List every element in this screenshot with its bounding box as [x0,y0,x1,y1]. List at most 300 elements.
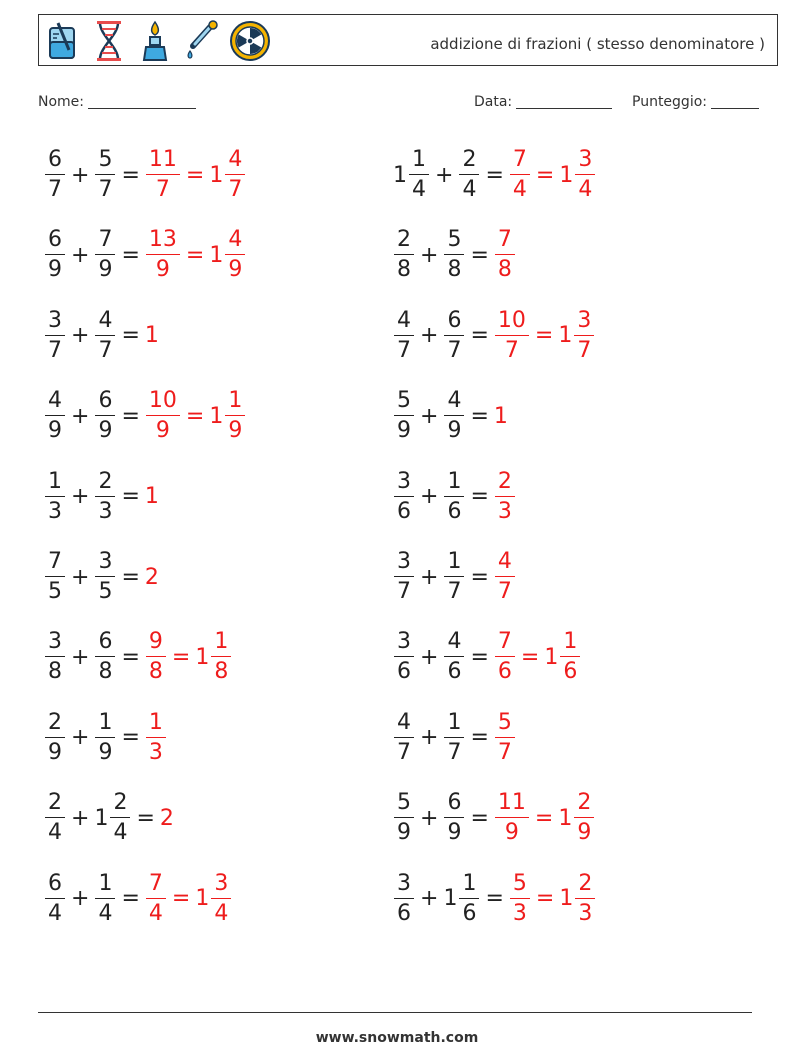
numerator: 5 [495,712,515,738]
answer-improper-fraction [145,149,181,201]
denominator: 8 [397,257,411,283]
answer-equals-sign: = [185,403,205,429]
fraction [225,229,245,281]
numerator: 4 [394,712,414,738]
numerator: 4 [495,551,515,577]
numerator: 1 [459,873,479,899]
answer [494,792,595,844]
numerator: 3 [394,873,414,899]
plus-sign: + [420,484,439,510]
addend-1 [44,709,66,765]
answer-improper-fraction [509,870,531,926]
name-blank[interactable] [88,94,196,109]
addend-1 [44,307,66,363]
denominator: 4 [113,820,128,846]
fraction [575,149,595,201]
numerator: 1 [95,712,115,738]
denominator: 7 [98,337,113,363]
denominator: 3 [497,498,512,524]
equals-sign: = [485,886,504,912]
fraction [45,390,65,442]
addend-2 [458,149,480,201]
fraction [495,307,529,363]
numerator: 10 [495,310,529,336]
whole-part: 1 [558,805,573,831]
answer [145,390,246,442]
addend-1 [44,468,66,524]
equals-sign: = [470,805,489,831]
numerator: 2 [95,471,115,497]
answer-whole: 1 [493,403,508,429]
plus-sign: + [71,644,90,670]
answer [494,709,516,765]
denominator: 7 [48,177,62,202]
equals-sign: = [136,805,155,831]
whole-part: 1 [544,644,559,670]
numerator: 3 [95,551,115,577]
whole-part: 1 [209,162,224,188]
fraction [95,390,115,442]
equals-sign: = [485,162,504,188]
denominator: 6 [397,498,411,524]
denominator: 6 [462,900,477,926]
equals-sign: = [470,323,489,349]
plus-sign: + [71,564,90,590]
denominator: 9 [397,418,411,444]
equals-sign: = [470,725,489,751]
addend-1 [393,307,415,363]
whole-part: 1 [559,162,574,188]
plus-sign: + [71,805,90,831]
denominator: 3 [578,900,593,926]
answer-mixed-number [544,631,581,683]
denominator: 9 [577,820,592,846]
problem-item [44,542,159,612]
equals-sign: = [470,484,489,510]
problem-item [44,381,246,451]
answer [494,551,516,603]
addend-1 [393,631,415,683]
fraction [45,149,65,201]
fraction [459,149,479,201]
fraction [394,792,414,844]
answer-improper-fraction [494,792,530,844]
denominator: 4 [412,177,426,202]
denominator: 8 [214,659,229,685]
denominator: 7 [48,337,62,363]
name-field [38,94,196,110]
answer [145,870,232,926]
answer [509,149,596,201]
numerator: 2 [575,873,595,899]
plus-sign: + [71,242,90,268]
denominator: 7 [397,579,411,604]
numerator: 3 [211,873,231,899]
answer-improper-fraction [145,229,181,281]
problem-item [44,462,159,532]
answer-mixed-number [558,792,595,844]
denominator: 9 [98,257,113,283]
problem-item [393,622,581,692]
numerator: 9 [146,631,166,657]
numerator: 2 [574,792,594,818]
whole-part: 1 [195,886,210,912]
equals-sign: = [470,644,489,670]
equals-sign: = [121,725,140,751]
addend-1 [393,468,415,524]
numerator: 3 [45,631,65,657]
addend-1 [393,229,415,281]
denominator: 7 [155,177,170,202]
date-blank[interactable] [516,94,612,109]
denominator: 6 [447,659,462,685]
addend-2 [443,631,465,683]
numerator: 1 [146,712,166,738]
numerator: 3 [394,471,414,497]
addend-2 [443,709,465,765]
denominator: 8 [48,659,62,685]
answer-equals-sign: = [185,162,205,188]
answer-improper-fraction [145,390,181,442]
fraction [45,792,65,844]
plus-sign: + [435,162,454,188]
answer-fraction [494,551,516,603]
denominator: 7 [497,739,512,765]
bunsen-burner-icon [137,20,173,62]
addend-2 [443,468,465,524]
fraction [495,468,515,524]
fraction [394,307,414,363]
problem-item [44,622,232,692]
addend-2 [443,390,465,442]
answer-fraction [494,229,516,281]
addend-1 [44,149,66,201]
answer-mixed-number [209,229,246,281]
plus-sign: + [420,564,439,590]
plus-sign: + [420,805,439,831]
answer [145,565,159,590]
fraction [459,870,479,926]
fraction [495,229,515,281]
numerator: 1 [560,631,580,657]
answer-fraction [494,468,516,524]
numerator: 6 [95,390,115,416]
fraction [495,709,515,765]
fraction [444,551,464,603]
name-label: Nome: [38,94,85,110]
denominator: 4 [578,177,593,202]
numerator: 4 [394,310,414,336]
numerator: 1 [409,149,429,175]
denominator: 8 [98,659,113,685]
denominator: 5 [98,579,113,604]
fraction [146,149,180,201]
denominator: 9 [447,418,462,444]
denominator: 9 [228,257,243,283]
numerator: 11 [495,792,529,818]
equals-sign: = [121,564,140,590]
answer [145,229,246,281]
denominator: 6 [447,498,462,524]
answer-equals-sign: = [534,323,554,349]
denominator: 7 [577,337,592,363]
denominator: 7 [504,337,519,363]
numerator: 7 [495,229,515,255]
numerator: 1 [211,631,231,657]
score-blank[interactable] [711,94,759,109]
equals-sign: = [121,323,140,349]
numerator: 7 [510,149,530,175]
denominator: 7 [497,579,512,604]
score-field [632,94,759,110]
footer-divider [38,1012,752,1013]
plus-sign: + [71,403,90,429]
numerator: 4 [95,310,115,336]
equals-sign: = [121,886,140,912]
denominator: 3 [48,498,62,524]
fraction [510,870,530,926]
fraction [95,149,115,201]
problem-item [393,864,596,934]
addend-2 [94,631,116,683]
addend-1 [44,229,66,281]
answer-whole: 2 [144,564,159,590]
denominator: 7 [447,337,462,363]
denominator: 3 [148,739,163,765]
answer [145,484,159,509]
fraction [444,792,464,844]
fraction [444,631,464,683]
answer-equals-sign: = [535,886,555,912]
equals-sign: = [121,403,140,429]
fraction [146,631,166,683]
answer [509,870,596,926]
plus-sign: + [420,644,439,670]
addend-2 [443,870,480,926]
denominator: 5 [48,579,62,604]
denominator: 8 [447,257,462,283]
plus-sign: + [71,162,90,188]
denominator: 9 [447,820,462,846]
answer [494,468,516,524]
whole-part: 1 [443,886,458,912]
answer-equals-sign: = [171,644,191,670]
fraction [560,631,580,683]
date-label: Data: [474,94,513,110]
fraction [146,870,166,926]
answer-improper-fraction [494,307,530,363]
denominator: 9 [48,418,62,444]
problem-item [44,703,167,773]
addend-1 [393,551,415,603]
answer [145,149,246,201]
numerator: 2 [495,471,515,497]
numerator: 1 [45,471,65,497]
denominator: 6 [563,659,578,685]
problem-item [393,783,595,853]
addend-1 [44,631,66,683]
header-icons [45,19,271,63]
addend-1 [393,709,415,765]
addend-2 [94,229,116,281]
addend-2 [94,149,116,201]
fraction [95,631,115,683]
answer-whole: 1 [144,484,159,510]
numerator: 7 [495,631,515,657]
plus-sign: + [71,323,90,349]
numerator: 2 [110,792,130,818]
numerator: 5 [394,792,414,818]
fraction [394,631,414,683]
denominator: 9 [155,257,170,283]
numerator: 6 [45,229,65,255]
fraction [394,468,414,524]
answer-whole: 2 [159,805,174,831]
denominator: 4 [462,177,477,202]
numerator: 7 [45,551,65,577]
fraction [95,709,115,765]
fraction [444,307,464,363]
denominator: 7 [228,177,243,202]
plus-sign: + [420,886,439,912]
addend-2 [94,551,116,603]
denominator: 7 [98,177,113,202]
problem-item [393,140,596,210]
answer-improper-fraction [509,149,531,201]
footer-website: www.snowmath.com [315,1030,479,1046]
numerator: 1 [95,873,115,899]
plus-sign: + [71,886,90,912]
whole-part: 1 [393,162,407,188]
addend-2 [443,229,465,281]
addend-2 [94,870,116,926]
plus-sign: + [71,725,90,751]
answer-mixed-number [559,870,596,926]
answer-mixed-number [195,631,232,683]
numerator: 1 [225,390,245,416]
fraction [110,792,130,844]
answer-mixed-number [209,149,246,201]
equals-sign: = [470,403,489,429]
fraction [146,709,166,765]
addend-1 [44,792,66,844]
whole-part: 1 [94,805,109,831]
denominator: 4 [214,900,229,926]
denominator: 8 [148,659,163,685]
answer-fraction [145,709,167,765]
addend-2 [443,551,465,603]
addend-2 [94,307,116,363]
fraction [574,307,594,363]
fraction [394,229,414,281]
equals-sign: = [121,162,140,188]
fraction [394,870,414,926]
addend-1 [393,870,415,926]
fraction [394,551,414,603]
numerator: 6 [45,873,65,899]
denominator: 6 [497,659,512,685]
fraction [45,307,65,363]
fraction [211,870,231,926]
addend-1 [44,390,66,442]
fraction [45,229,65,281]
denominator: 7 [397,337,411,363]
answer-equals-sign: = [534,805,554,831]
fraction [95,870,115,926]
fraction [95,307,115,363]
numerator: 6 [444,310,464,336]
addend-1 [393,792,415,844]
radiation-icon [229,20,271,62]
numerator: 2 [459,149,479,175]
equals-sign: = [470,564,489,590]
denominator: 9 [228,418,243,444]
answer [145,323,159,348]
numerator: 3 [45,310,65,336]
fraction [45,551,65,603]
answer-improper-fraction [494,631,516,683]
fraction [495,551,515,603]
denominator: 9 [155,418,170,444]
answer-improper-fraction [145,870,167,926]
fraction [45,468,65,524]
addend-1 [44,551,66,603]
whole-part: 1 [209,403,224,429]
fraction [394,709,414,765]
fraction [211,631,231,683]
plus-sign: + [420,403,439,429]
beaker-icon [45,20,81,62]
addend-1 [393,149,430,201]
numerator: 1 [444,551,464,577]
denominator: 9 [98,739,113,765]
fraction [495,792,529,844]
whole-part: 1 [209,242,224,268]
numerator: 3 [575,149,595,175]
fraction [95,468,115,524]
denominator: 6 [397,659,411,685]
fraction [225,149,245,201]
numerator: 2 [394,229,414,255]
denominator: 4 [98,900,113,926]
numerator: 13 [146,229,180,255]
numerator: 2 [45,792,65,818]
addend-1 [44,870,66,926]
problem-item [44,140,246,210]
answer-mixed-number [559,149,596,201]
equals-sign: = [121,484,140,510]
answer [160,806,174,831]
denominator: 4 [48,820,62,846]
answer [494,404,508,429]
denominator: 7 [397,739,411,765]
denominator: 4 [148,900,163,926]
answer-mixed-number [195,870,232,926]
numerator: 3 [574,310,594,336]
fraction [45,870,65,926]
whole-part: 1 [558,323,573,349]
denominator: 8 [497,257,512,283]
problem-item [44,783,174,853]
fraction [444,709,464,765]
addend-1 [393,390,415,442]
problem-item [44,301,159,371]
answer [494,631,581,683]
answer [145,631,232,683]
numerator: 5 [444,229,464,255]
numerator: 7 [146,873,166,899]
answer-mixed-number [558,307,595,363]
